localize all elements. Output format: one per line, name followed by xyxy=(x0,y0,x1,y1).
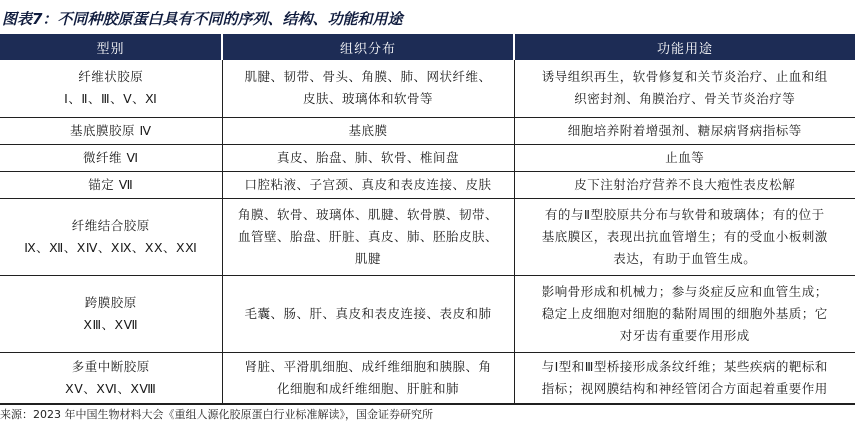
cell-distribution xyxy=(222,275,514,352)
type-subtypes: Ⅰ、Ⅱ、Ⅲ、Ⅴ、Ⅺ xyxy=(64,91,158,107)
cell-distribution xyxy=(222,117,514,144)
type-name: 微纤维 Ⅵ xyxy=(82,149,139,165)
function-line: 基底膜区，表现出抗血管增生；有的受血小板刺激 xyxy=(541,228,828,244)
cell-type xyxy=(0,144,222,171)
type-subtypes: ⅩⅤ、ⅩⅥ、ⅩⅧ xyxy=(65,380,157,396)
collagen-types-table xyxy=(0,34,855,405)
distribution-line: 角膜、软骨、玻璃体、肌腱、软骨膜、韧带、 xyxy=(237,206,498,222)
cell-function xyxy=(514,352,855,404)
type-name: 纤维状胶原 xyxy=(78,69,144,85)
function-line: 细胞培养附着增强剂、糖尿病肾病指标等 xyxy=(567,122,802,138)
table-row xyxy=(0,352,855,404)
distribution-line: 皮肤、玻璃体和软骨等 xyxy=(302,91,433,107)
distribution-line: 真皮、胎盘、肺、软骨、椎间盘 xyxy=(276,149,459,165)
cell-function xyxy=(514,117,855,144)
header-distribution: 组织分布 xyxy=(222,34,514,60)
table-row xyxy=(0,60,855,117)
figure-title: 图表7：不同种胶原蛋白具有不同的序列、结构、功能和用途 xyxy=(2,10,403,28)
distribution-line: 肾脏、平滑肌细胞、成纤维细胞和胰腺、角 xyxy=(244,358,492,374)
distribution-line: 肌腱、韧带、骨头、角膜、肺、网状纤维、 xyxy=(244,69,492,85)
function-line: 与Ⅰ型和Ⅲ型桥接形成条纹纤维；某些疾病的靶标和 xyxy=(541,358,828,374)
table-header-row xyxy=(0,34,855,60)
cell-distribution xyxy=(222,198,514,275)
source-note: 来源：2023 年中国生物材料大会《重组人源化胶原蛋白行业标准解读》，国金证券研究所 xyxy=(0,408,433,421)
table-row xyxy=(0,198,855,275)
function-line: 诱导组织再生，软骨修复和关节炎治疗、止血和组 xyxy=(541,69,828,85)
cell-type xyxy=(0,275,222,352)
distribution-line: 化细胞和成纤维细胞、肝脏和肺 xyxy=(276,380,459,396)
cell-distribution xyxy=(222,171,514,198)
cell-function xyxy=(514,198,855,275)
cell-distribution xyxy=(222,352,514,404)
function-line: 织密封剂、角膜治疗、骨关节炎治疗等 xyxy=(574,91,796,107)
header-function: 功能用途 xyxy=(514,34,855,60)
distribution-line: 基底膜 xyxy=(348,122,388,138)
cell-function xyxy=(514,60,855,117)
cell-type xyxy=(0,60,222,117)
cell-function xyxy=(514,171,855,198)
table-row xyxy=(0,144,855,171)
cell-distribution xyxy=(222,60,514,117)
function-line: 表达，有助于血管生成。 xyxy=(613,250,757,266)
table-row xyxy=(0,171,855,198)
distribution-line: 血管壁、胎盘、肝脏、真皮、肺、胚胎皮肤、 xyxy=(237,228,498,244)
type-name: 多重中断胶原 xyxy=(71,358,150,374)
function-line: 有的与Ⅱ型胶原共分布与软骨和玻璃体；有的位于 xyxy=(544,206,825,222)
function-line: 指标；视网膜结构和神经管闭合方面起着重要作用 xyxy=(541,380,828,396)
header-type: 型别 xyxy=(0,34,222,60)
distribution-line: 肌腱 xyxy=(354,250,381,266)
cell-type xyxy=(0,198,222,275)
table-row xyxy=(0,117,855,144)
function-line: 皮下注射治疗营养不良大疱性表皮松解 xyxy=(574,176,796,192)
distribution-line: 口腔粘液、子宫颈、真皮和表皮连接、皮肤 xyxy=(244,176,492,192)
type-name: 锚定 Ⅶ xyxy=(88,176,134,192)
cell-function xyxy=(514,275,855,352)
function-line: 稳定上皮细胞对细胞的黏附周围的细胞外基质；它 xyxy=(541,305,828,321)
distribution-line: 毛囊、肠、肝、真皮和表皮连接、表皮和肺 xyxy=(244,305,492,321)
function-line: 对牙齿有重要作用形成 xyxy=(619,327,750,343)
type-name: 跨膜胶原 xyxy=(84,294,137,310)
cell-type xyxy=(0,352,222,404)
type-subtypes: ⅩⅢ、ⅩⅦ xyxy=(83,316,139,332)
cell-function xyxy=(514,144,855,171)
function-line: 影响骨形成和机械力；参与炎症反应和血管生成； xyxy=(541,283,828,299)
cell-distribution xyxy=(222,144,514,171)
function-line: 止血等 xyxy=(665,149,705,165)
type-subtypes: Ⅸ、Ⅻ、ⅩⅣ、ⅩⅨ、ⅩⅩ、ⅩⅪ xyxy=(24,239,198,255)
table-row xyxy=(0,275,855,352)
cell-type xyxy=(0,171,222,198)
cell-type xyxy=(0,117,222,144)
type-name: 纤维结合胶原 xyxy=(71,217,150,233)
type-name: 基底膜胶原 Ⅳ xyxy=(69,122,152,138)
